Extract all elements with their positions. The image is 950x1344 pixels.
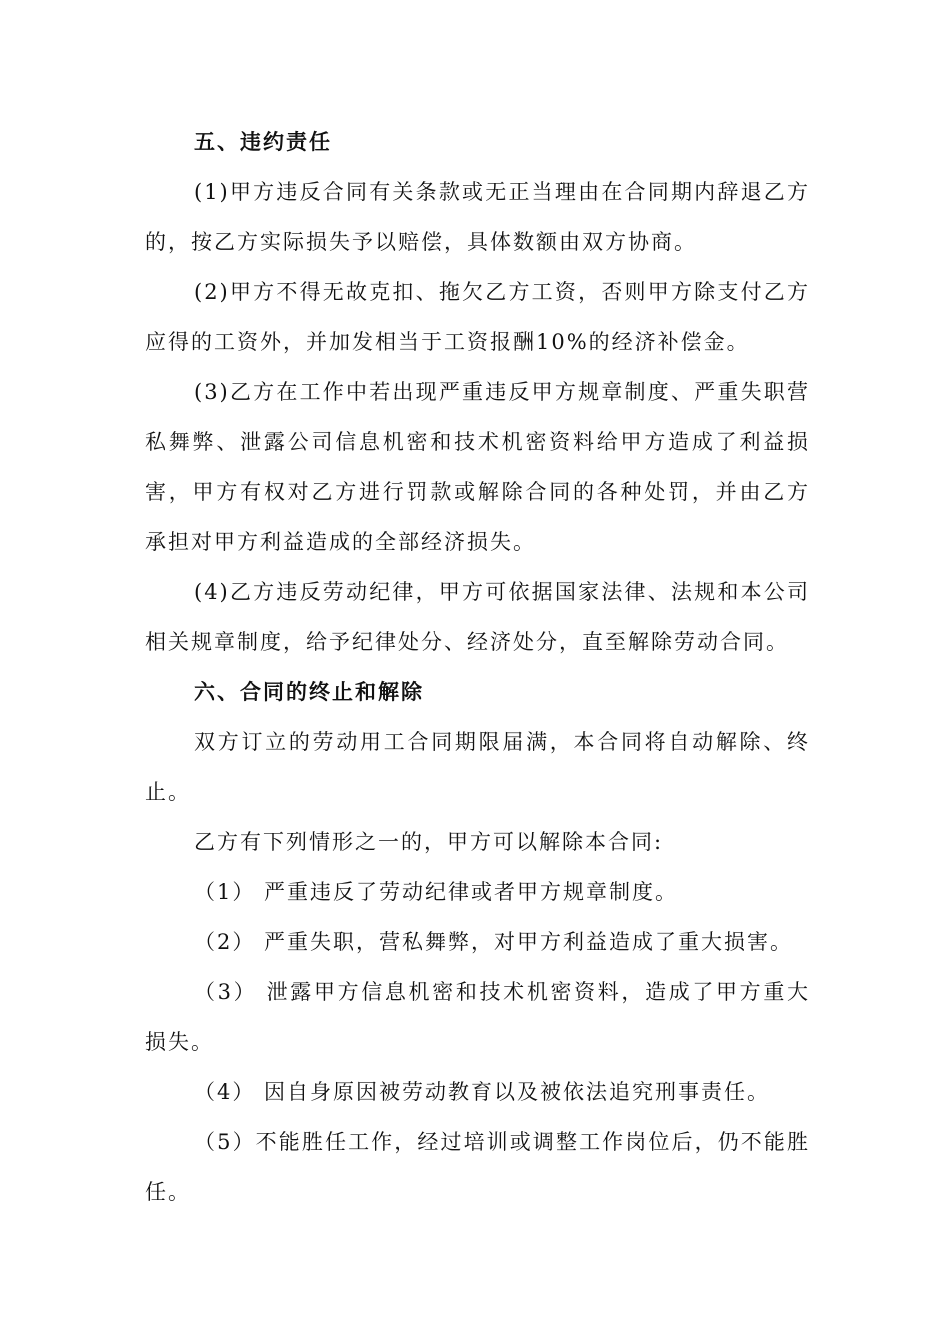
section-5-item-1: (1)甲方违反合同有关条款或无正当理由在合同期内辞退乙方的，按乙方实际损失予以赔偿，具体数额由双方协商。 <box>145 180 810 254</box>
section-6-intro: 双方订立的劳动用工合同期限届满，本合同将自动解除、终止。 <box>145 730 810 804</box>
section-6-condition-2: （2） 严重失职，营私舞弊，对甲方利益造成了重大损害。 <box>194 930 794 954</box>
section-5-item-2: (2)甲方不得无故克扣、拖欠乙方工资，否则甲方除支付乙方应得的工资外，并加发相当于工资报酬10%的经济补偿金。 <box>145 280 810 354</box>
section-6-condition-3: （3） 泄露甲方信息机密和技术机密资料，造成了甲方重大损失。 <box>145 980 810 1054</box>
section-6-conditions-intro: 乙方有下列情形之一的，甲方可以解除本合同: <box>194 830 664 854</box>
section-5-item-4: (4)乙方违反劳动纪律，甲方可依据国家法律、法规和本公司相关规章制度，给予纪律处分、经济处分，直至解除劳动合同。 <box>145 580 810 654</box>
section-6-heading: 六、合同的终止和解除 <box>194 680 424 704</box>
section-6-condition-4: （4） 因自身原因被劳动教育以及被依法追究刑事责任。 <box>194 1080 771 1104</box>
section-6-condition-1: （1） 严重违反了劳动纪律或者甲方规章制度。 <box>194 880 679 904</box>
section-5-item-3: (3)乙方在工作中若出现严重违反甲方规章制度、严重失职营私舞弊、泄露公司信息机密和技术机密资料给甲方造成了利益损害，甲方有权对乙方进行罚款或解除合同的各种处罚，并由乙方承担对甲方利益造成的全部经济损失。 <box>145 380 810 554</box>
section-6-condition-5: （5）不能胜任工作，经过培训或调整工作岗位后，仍不能胜任。 <box>145 1130 810 1204</box>
section-5-heading: 五、违约责任 <box>194 130 332 154</box>
